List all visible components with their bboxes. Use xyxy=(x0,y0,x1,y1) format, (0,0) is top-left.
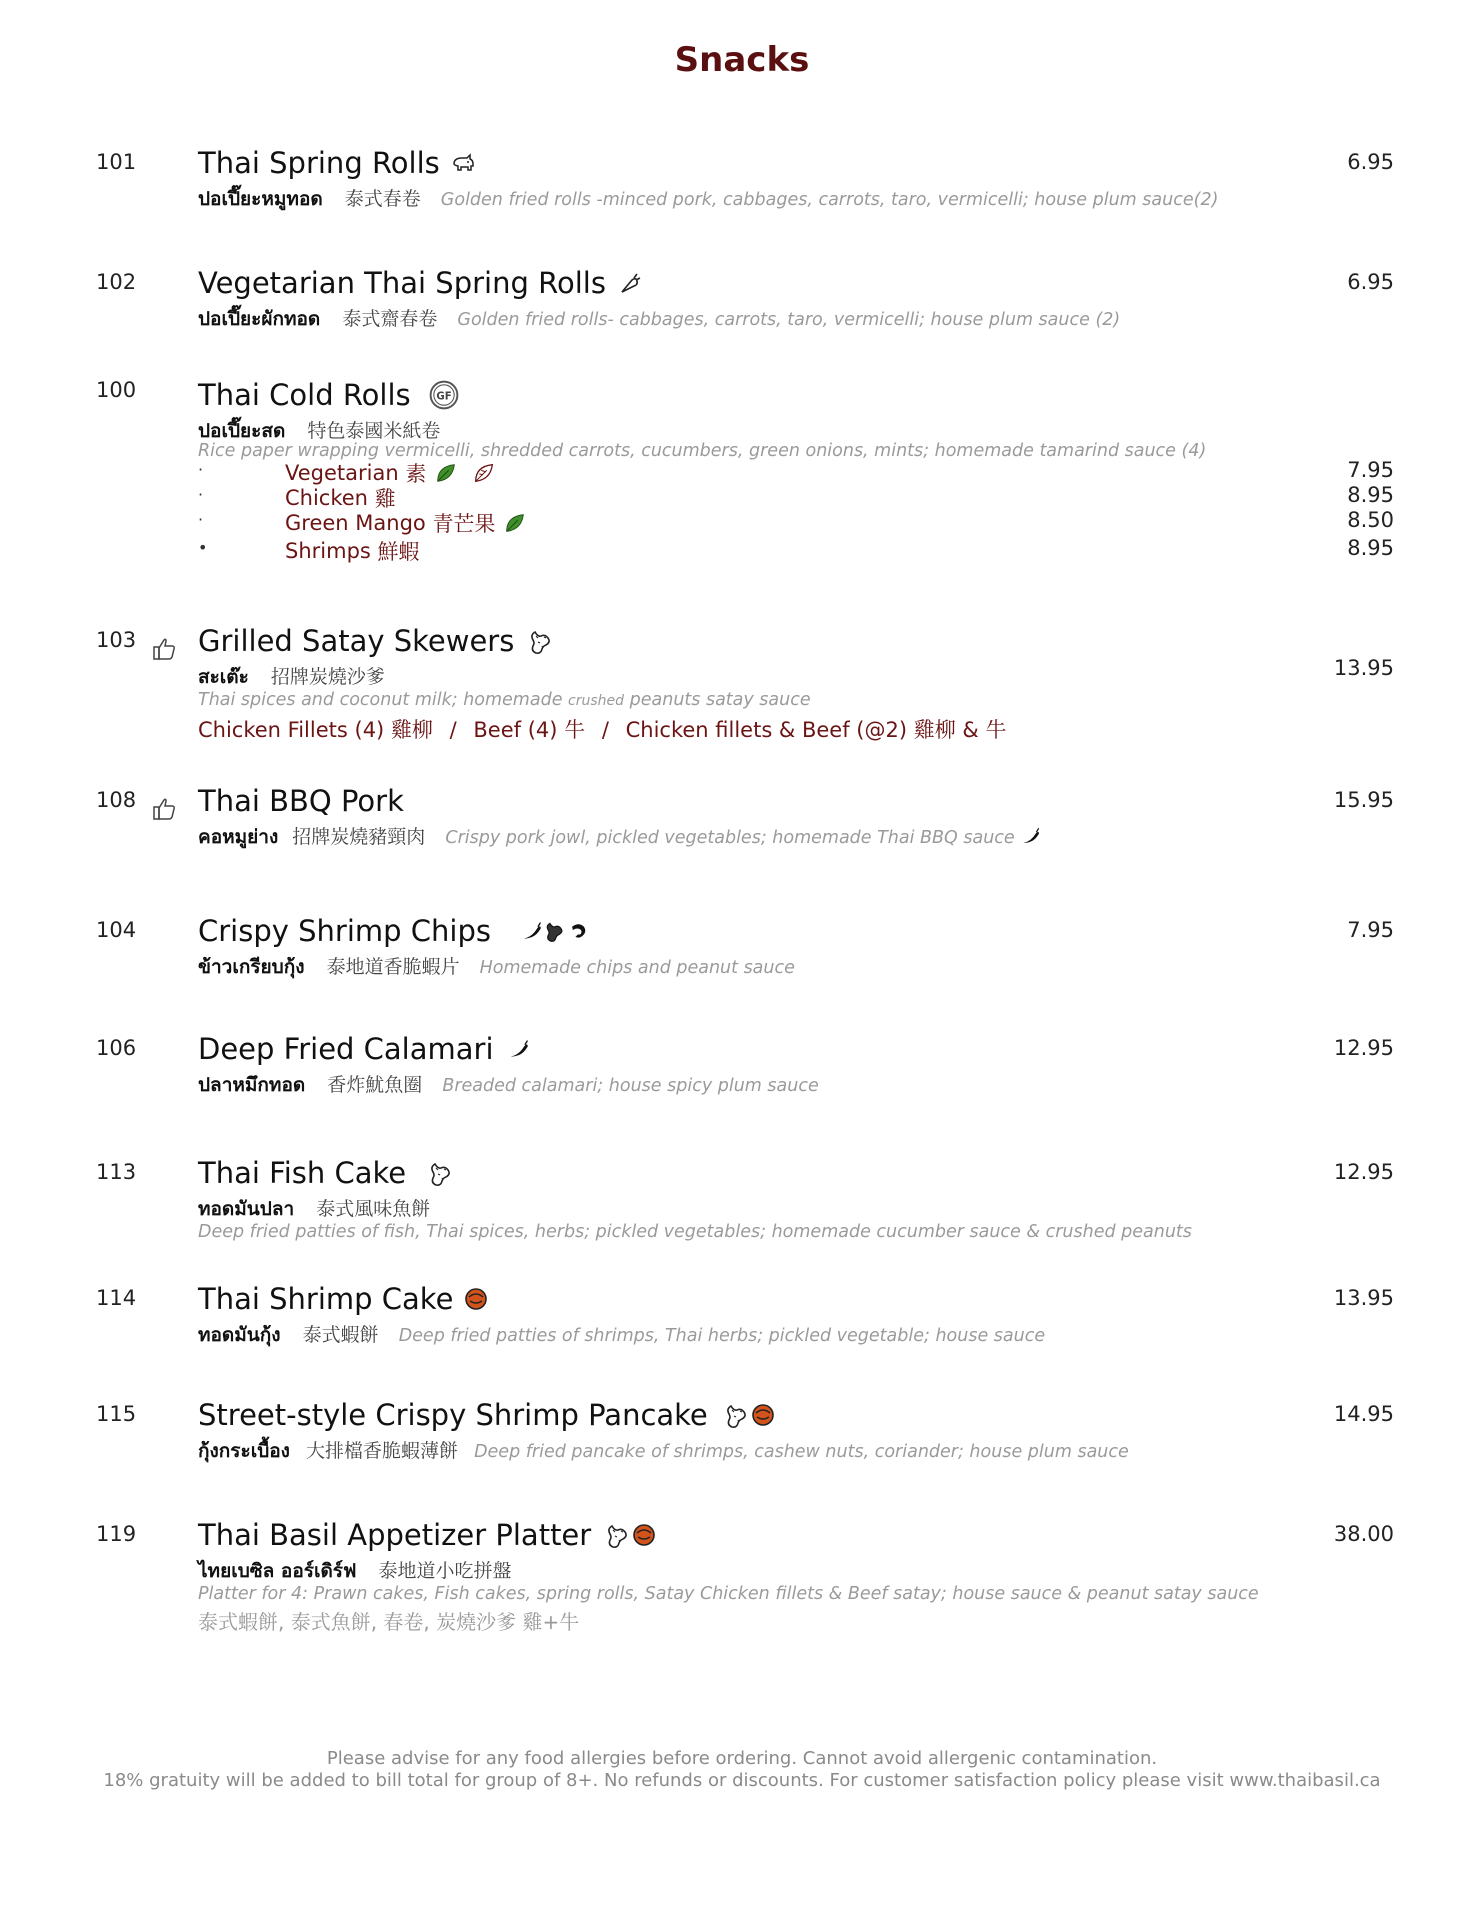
item-number: 108 xyxy=(96,788,137,812)
item-price: 12.95 xyxy=(1333,1036,1394,1060)
footer-allergy-note: Please advise for any food allergies before ordering. Cannot avoid allergenic contamination. xyxy=(326,1748,1158,1769)
svg-text:GF: GF xyxy=(436,391,452,403)
peanut-icon xyxy=(428,1160,454,1186)
chili-icon xyxy=(1021,826,1041,846)
item-subline xyxy=(198,822,1041,852)
chinese-name: 泰地道小吃拼盤 xyxy=(378,1560,512,1582)
thai-name: คอหมูย่าง xyxy=(198,826,279,848)
chinese-name: 特色泰國米紙卷 xyxy=(307,420,441,442)
item-name xyxy=(198,624,554,658)
item-name xyxy=(198,784,404,818)
thai-name: ข้าวเกรียบกุ้ง xyxy=(198,956,305,978)
variant-name xyxy=(285,536,420,566)
chinese-name: 泰式春卷 xyxy=(344,188,421,210)
chinese-name: 泰式蝦餅 xyxy=(302,1324,379,1346)
thai-name: ปลาหมึกทอด xyxy=(198,1074,306,1096)
item-name xyxy=(198,146,476,180)
item-name-text: Grilled Satay Skewers xyxy=(198,624,515,658)
thai-name: ไทยเบซิล ออร์เดิร์ฟ xyxy=(198,1560,357,1582)
item-number: 103 xyxy=(96,628,137,652)
item-subline xyxy=(198,1194,444,1224)
description-part: Thai spices and coconut milk; homemade xyxy=(198,690,563,710)
peanut-icon xyxy=(605,1522,631,1548)
thai-name: ปอเปี๊ยะผักทอด xyxy=(198,308,321,330)
item-name-text: Thai Basil Appetizer Platter xyxy=(198,1518,592,1552)
gluten-free-icon xyxy=(429,380,459,410)
item-description: Deep fried patties of shrimps, Thai herbs; pickled vegetable; house sauce xyxy=(398,1326,1046,1346)
item-number: 119 xyxy=(96,1522,137,1546)
description-part: peanuts satay sauce xyxy=(629,690,811,710)
chinese-name: 招牌炭燒豬頸肉 xyxy=(292,826,426,848)
item-price: 38.00 xyxy=(1333,1522,1394,1546)
item-subline xyxy=(198,1556,526,1586)
thai-name: สะเต๊ะ xyxy=(198,666,249,688)
shrimp-icon xyxy=(567,920,589,942)
item-price: 14.95 xyxy=(1333,1402,1394,1426)
item-number: 100 xyxy=(96,378,137,402)
item-number: 113 xyxy=(96,1160,137,1184)
item-name xyxy=(198,1398,776,1432)
item-number: 102 xyxy=(96,270,137,294)
item-name-text: Thai Cold Rolls xyxy=(198,378,411,412)
item-number: 115 xyxy=(96,1402,137,1426)
item-chinese-description: 泰式蝦餅, 泰式魚餅, 春卷, 炭燒沙爹 雞+牛 xyxy=(198,1610,580,1634)
variant-chinese: 素 xyxy=(405,462,427,486)
pig-icon xyxy=(450,150,476,176)
variant-price: 8.95 xyxy=(1347,483,1394,507)
item-name-text: Vegetarian Thai Spring Rolls xyxy=(198,266,606,300)
item-description: Crispy pork jowl, pickled vegetables; homemade Thai BBQ sauce xyxy=(445,828,1015,848)
description-small: crushed xyxy=(568,693,625,709)
item-number: 101 xyxy=(96,150,137,174)
option-chicken: Chicken Fillets (4) 雞柳 xyxy=(198,718,433,742)
chinese-name: 泰式風味魚餅 xyxy=(316,1198,431,1220)
leaf-outline-icon xyxy=(472,461,496,485)
variant-name xyxy=(285,508,527,538)
footer-policy-note: 18% gratuity will be added to bill total for group of 8+. No refunds or discounts. For customer satisfaction policy please visit www.thaibasil.ca xyxy=(103,1770,1381,1791)
variant-price: 7.95 xyxy=(1347,458,1394,482)
option-combo: Chicken fillets & Beef (@2) 雞柳 & 牛 xyxy=(625,718,1007,742)
variant-row xyxy=(0,510,1484,534)
thumbs-up-icon xyxy=(150,634,178,662)
item-name xyxy=(198,378,459,412)
peanut-icon xyxy=(724,1402,750,1428)
item-subline xyxy=(198,184,1218,214)
variant-label: Green Mango xyxy=(285,511,426,535)
item-name-text: Thai Fish Cake xyxy=(198,1156,407,1190)
item-name-text: Street-style Crispy Shrimp Pancake xyxy=(198,1398,708,1432)
item-name-text: Thai Shrimp Cake xyxy=(198,1282,454,1316)
shellfish-icon xyxy=(750,1402,776,1428)
item-description xyxy=(198,690,811,710)
item-description: Platter for 4: Prawn cakes, Fish cakes, spring rolls, Satay Chicken fillets & Beef satay; house sauce & peanut satay sauce xyxy=(198,1584,1259,1604)
peanut-icon xyxy=(544,920,566,942)
option-beef: Beef (4) 牛 xyxy=(473,718,586,742)
item-number: 114 xyxy=(96,1286,137,1310)
item-name-text: Thai BBQ Pork xyxy=(198,784,404,818)
item-description: Breaded calamari; house spicy plum sauce xyxy=(442,1076,819,1096)
chinese-name: 泰式齋春卷 xyxy=(342,308,438,330)
variant-bullet: · xyxy=(198,510,204,529)
item-price: 6.95 xyxy=(1347,150,1394,174)
variant-bullet: · xyxy=(198,485,204,504)
chinese-name: 泰地道香脆蝦片 xyxy=(326,956,460,978)
item-subline xyxy=(198,662,399,692)
thai-name: ปอเปี๊ยะสด xyxy=(198,420,286,442)
variant-price: 8.50 xyxy=(1347,508,1394,532)
item-price: 13.95 xyxy=(1333,656,1394,680)
thai-name: กุ้งกระเบื้อง xyxy=(198,1440,290,1462)
item-name-text: Deep Fried Calamari xyxy=(198,1032,494,1066)
chinese-name: 大排檔香脆蝦薄餅 xyxy=(306,1440,459,1462)
shellfish-icon xyxy=(463,1286,489,1312)
item-description: Deep fried patties of fish, Thai spices, herbs; pickled vegetables; homemade cucumber sauce & crushed peanuts xyxy=(198,1222,1192,1242)
variant-row xyxy=(0,538,1484,562)
item-price: 6.95 xyxy=(1347,270,1394,294)
item-subline xyxy=(198,1070,819,1100)
item-name xyxy=(198,1032,530,1066)
chili-icon xyxy=(521,920,543,942)
item-price: 15.95 xyxy=(1333,788,1394,812)
item-name xyxy=(198,1156,454,1190)
item-name xyxy=(198,1518,657,1552)
variant-row xyxy=(0,460,1484,484)
item-subline xyxy=(198,1436,1129,1466)
item-price: 13.95 xyxy=(1333,1286,1394,1310)
variant-chinese: 雞 xyxy=(374,487,396,511)
page-title: Snacks xyxy=(674,40,810,80)
thai-name: ทอดมันปลา xyxy=(198,1198,295,1220)
thai-name: ปอเปี๊ยะหมูทอด xyxy=(198,188,323,210)
item-description: Deep fried pancake of shrimps, cashew nuts, coriander; house plum sauce xyxy=(474,1442,1129,1462)
item-name xyxy=(198,1282,489,1316)
item-description: Homemade chips and peanut sauce xyxy=(479,958,795,978)
variant-label: Vegetarian xyxy=(285,461,399,485)
item-subline xyxy=(198,952,795,982)
item-description: Rice paper wrapping vermicelli, shredded carrots, cucumbers, green onions, mints; homemade tamarind sauce (4) xyxy=(198,441,1207,461)
variant-label: Shrimps xyxy=(285,539,371,563)
option-separator: / xyxy=(449,718,457,742)
item-subline xyxy=(198,304,1120,334)
item-price: 7.95 xyxy=(1347,918,1394,942)
chinese-name: 香炸魷魚圈 xyxy=(327,1074,423,1096)
variant-bullet: • xyxy=(198,538,208,557)
variant-row xyxy=(0,485,1484,509)
item-name-text: Crispy Shrimp Chips xyxy=(198,914,491,948)
variant-chinese: 鮮蝦 xyxy=(377,540,420,564)
item-number: 106 xyxy=(96,1036,137,1060)
satay-options xyxy=(198,714,1006,744)
option-separator: / xyxy=(601,718,609,742)
peanut-icon xyxy=(528,628,554,654)
variant-price: 8.95 xyxy=(1347,536,1394,560)
item-name xyxy=(198,914,589,948)
variant-label: Chicken xyxy=(285,486,368,510)
item-name xyxy=(198,266,642,300)
item-description: Golden fried rolls -minced pork, cabbages, carrots, taro, vermicelli; house plum sauce(2) xyxy=(440,190,1219,210)
item-number: 104 xyxy=(96,918,137,942)
item-price: 12.95 xyxy=(1333,1160,1394,1184)
thumbs-up-icon xyxy=(150,794,178,822)
thai-name: ทอดมันกุ้ง xyxy=(198,1324,281,1346)
item-name-text: Thai Spring Rolls xyxy=(198,146,440,180)
item-subline xyxy=(198,1320,1045,1350)
vegetable-icon xyxy=(616,270,642,296)
leaf-icon xyxy=(503,511,527,535)
chili-icon xyxy=(508,1038,530,1060)
chinese-name: 招牌炭燒沙爹 xyxy=(270,666,385,688)
shellfish-icon xyxy=(631,1522,657,1548)
leaf-icon xyxy=(434,461,458,485)
variant-chinese: 青芒果 xyxy=(432,512,496,536)
variant-bullet: · xyxy=(198,460,204,479)
item-description: Golden fried rolls- cabbages, carrots, taro, vermicelli; house plum sauce (2) xyxy=(457,310,1121,330)
